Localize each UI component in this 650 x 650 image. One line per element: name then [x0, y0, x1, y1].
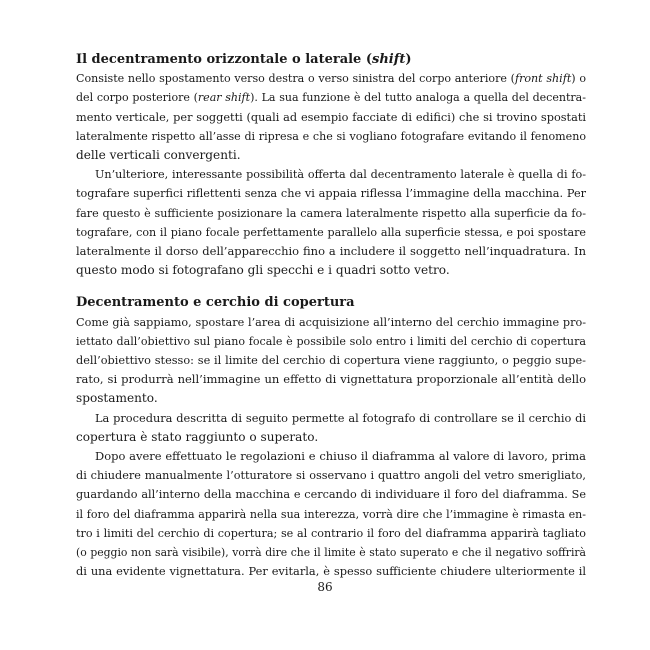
text-line: Come già sappiamo, spostare l’area di acquisizione all’interno del cerchio immagine pro-: [76, 315, 586, 329]
paragraph: [76, 409, 586, 447]
text-line: dell’obiettivo stesso: se il limite del cerchio di copertura viene raggiunto, o peggio supe-: [76, 354, 586, 368]
paragraph: [76, 69, 586, 165]
section-gap: [76, 280, 586, 293]
paragraph: [76, 313, 586, 409]
paragraph: [76, 165, 586, 280]
page-body: [76, 50, 586, 581]
text-line: di chiudere manualmente l’otturatore si osservano i quattro angoli del vetro smerigliato,: [76, 469, 586, 483]
text-line: di una evidente vignettatura. Per evitarla, è spesso sufficiente chiudere ulteriormente il: [76, 564, 586, 579]
text-line: lateralmente il dorso dell’apparecchio fino a includere il soggetto nell’inquadratura. In: [76, 244, 586, 259]
heading-text-end: ): [405, 52, 412, 67]
text-line: del corpo posteriore (rear shift). La sua funzione è del tutto analoga a quella del decentra-: [76, 91, 586, 105]
text-line: tografare superfici riflettenti senza che vi appaia riflessa l’immagine della macchina. Per: [76, 187, 586, 201]
text-line: (o peggio non sarà visibile), vorrà dire che il limite è stato superato e che il negativo soffrirà: [76, 546, 586, 560]
text-line: Consiste nello spostamento verso destra o verso sinistra del corpo anteriore (front shift) o: [76, 72, 587, 86]
text-line: iettato dall’obiettivo sul piano focale è possibile solo entro i limiti del cerchio di copertura: [76, 334, 586, 348]
text-line: delle verticali convergenti.: [76, 148, 241, 163]
text-line: guardando all’interno della macchina e cercando di individuare il foro del diaframma. Se: [76, 488, 586, 502]
text-line: fare questo è sufficiente posizionare la camera lateralmente rispetto alla superficie da fo-: [76, 206, 586, 220]
heading-text: Il decentramento orizzontale o laterale (: [76, 52, 373, 67]
text-line: tografare, con il piano focale perfettamente parallelo alla superficie stessa, e poi spostare: [76, 225, 586, 239]
text-line: La procedura descritta di seguito permette al fotografo di controllare se il cerchio di: [95, 410, 586, 425]
text-line: mento verticale, per soggetti (quali ad esempio facciate di edifici) che si trovino spostati: [76, 110, 586, 124]
text-line: tro i limiti del cerchio di copertura; se al contrario il foro del diaframma apparirà tagliato: [76, 526, 586, 540]
page-number: 86: [317, 580, 333, 594]
heading-italic-text: shift: [372, 52, 406, 67]
section-heading-copertura: Decentramento e cerchio di copertura: [76, 295, 355, 311]
text-line: rato, si produrrà nell’immagine un effetto di vignettatura proporzionale all’entità dello: [76, 372, 586, 387]
text-line: Un’ulteriore, interessante possibilità offerta dal decentramento laterale è quella di fo-: [95, 168, 586, 182]
text-line: Dopo avere effettuato le regolazioni e chiuso il diaframma al valore di lavoro, prima: [95, 449, 586, 464]
text-line: lateralmente rispetto all’asse di ripresa e che si vogliano fotografare evitando il fenomeno: [76, 129, 586, 143]
text-line: spostamento.: [76, 391, 158, 406]
text-line: copertura è stato raggiunto o superato.: [76, 429, 319, 444]
paragraph: [76, 447, 586, 581]
text-line: il foro del diaframma apparirà nella sua interezza, vorrà dire che l’immagine è rimasta en-: [76, 507, 586, 521]
section-heading-shift: [76, 50, 586, 69]
text-line: questo modo si fotografano gli specchi e i quadri sotto vetro.: [76, 263, 450, 278]
